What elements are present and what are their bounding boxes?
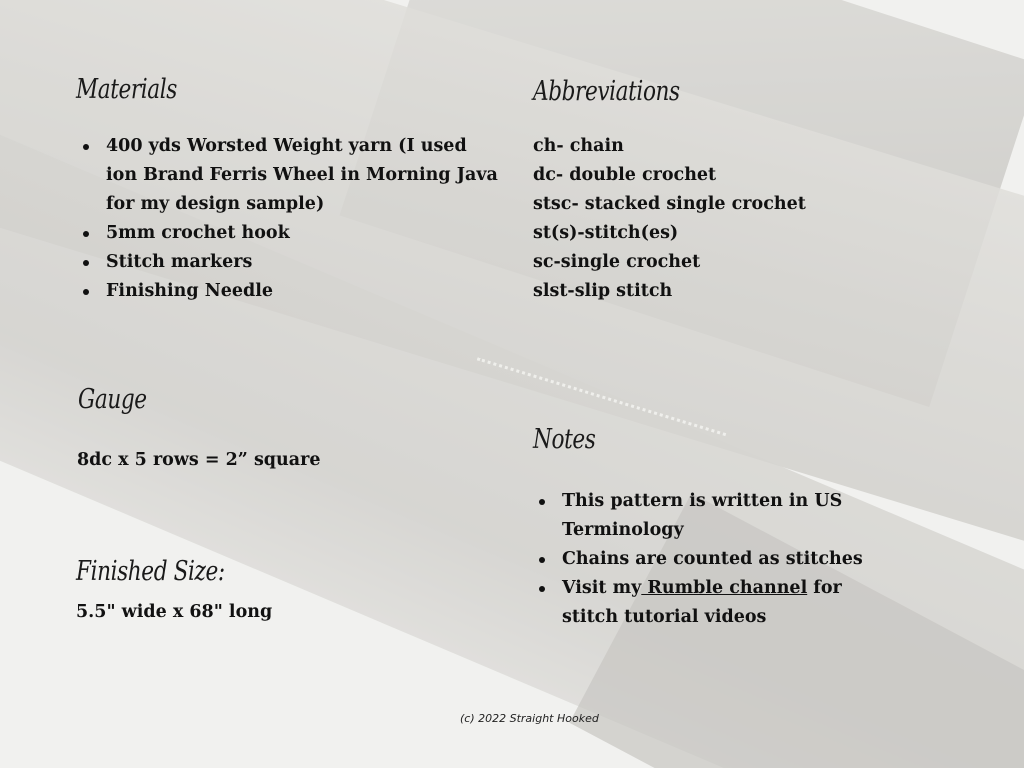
list-item: sc-single crochet (533, 252, 701, 272)
gauge-heading: Gauge (78, 384, 147, 415)
list-item (536, 574, 892, 632)
copyright-footer: (c) 2022 Straight Hooked (460, 712, 599, 725)
gauge-text: 8dc x 5 rows = 2” square (77, 450, 321, 470)
list-item: Chains are counted as stitches (536, 545, 956, 574)
list-item: 400 yds Worsted Weight yarn (I used ion Brand Ferris Wheel in Morning Java for my design sample) (80, 132, 500, 219)
list-item: Stitch markers (80, 248, 500, 277)
notes-list (536, 487, 956, 632)
visit-suffix: for stitch tutorial videos (562, 578, 842, 627)
list-item: 5mm crochet hook (80, 219, 500, 248)
notes-heading: Notes (533, 424, 596, 455)
list-item: dc- double crochet (533, 165, 717, 185)
list-item: stsc- stacked single crochet (533, 194, 806, 214)
finished-size-heading: Finished Size: (76, 556, 225, 587)
materials-list (80, 132, 500, 306)
materials-heading: Materials (76, 74, 177, 105)
rumble-channel-link[interactable]: Rumble channel (641, 578, 808, 598)
list-item: This pattern is written in US Terminology (536, 487, 956, 545)
abbreviations-heading: Abbreviations (533, 76, 680, 107)
list-item: st(s)-stitch(es) (533, 223, 679, 243)
abbreviations-list (533, 132, 933, 306)
list-item: ch- chain (533, 136, 624, 156)
list-item: slst-slip stitch (533, 281, 673, 301)
list-item: Finishing Needle (80, 277, 500, 306)
finished-size-text: 5.5" wide x 68" long (76, 602, 273, 622)
visit-prefix: Visit my (562, 578, 642, 598)
